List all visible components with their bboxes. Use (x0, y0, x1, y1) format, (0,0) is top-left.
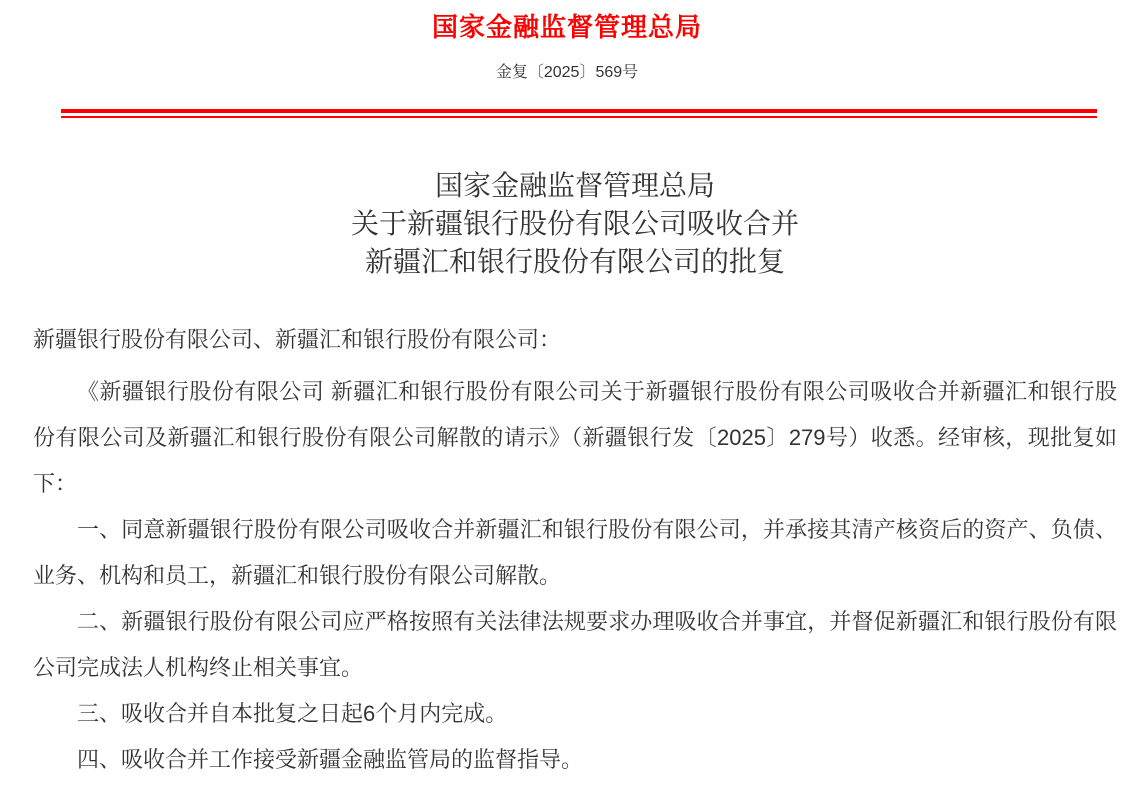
paragraph-item-2: 二、新疆银行股份有限公司应严格按照有关法律法规要求办理吸收合并事宜，并督促新疆汇和银行股份有限公司完成法人机构终止相关事宜。 (33, 609, 1117, 680)
document-body (33, 317, 1117, 783)
title-line-1: 国家金融监督管理总局 (434, 170, 715, 201)
salutation-paragraph: 新疆银行股份有限公司、新疆汇和银行股份有限公司： (33, 327, 562, 352)
separator-thin-line (61, 116, 1097, 118)
document-header (0, 0, 1134, 118)
paragraph-item-1: 一、同意新疆银行股份有限公司吸收合并新疆汇和银行股份有限公司，并承接其清产核资后的资产、负债、业务、机构和员工，新疆汇和银行股份有限公司解散。 (33, 517, 1117, 588)
title-line-2: 关于新疆银行股份有限公司吸收合并 (350, 208, 799, 239)
paragraph-item-4: 四、吸收合并工作接受新疆金融监管局的监督指导。 (77, 747, 584, 772)
document-title (33, 167, 1117, 281)
title-line-3: 新疆汇和银行股份有限公司的批复 (364, 246, 785, 277)
paragraph-item-3: 三、吸收合并自本批复之日起6个月内完成。 (77, 701, 508, 726)
paragraph-request: 《新疆银行股份有限公司 新疆汇和银行股份有限公司关于新疆银行股份有限公司吸收合并新疆汇和银行股份有限公司及新疆汇和银行股份有限公司解散的请示》（新疆银行发〔2025〕279号）收悉。经审核，现批复如下： (33, 379, 1117, 496)
red-separator (61, 109, 1097, 118)
agency-title: 国家金融监督管理总局 (431, 12, 702, 42)
separator-thick-line (61, 109, 1097, 113)
document-number: 金复〔2025〕569号 (495, 64, 639, 81)
